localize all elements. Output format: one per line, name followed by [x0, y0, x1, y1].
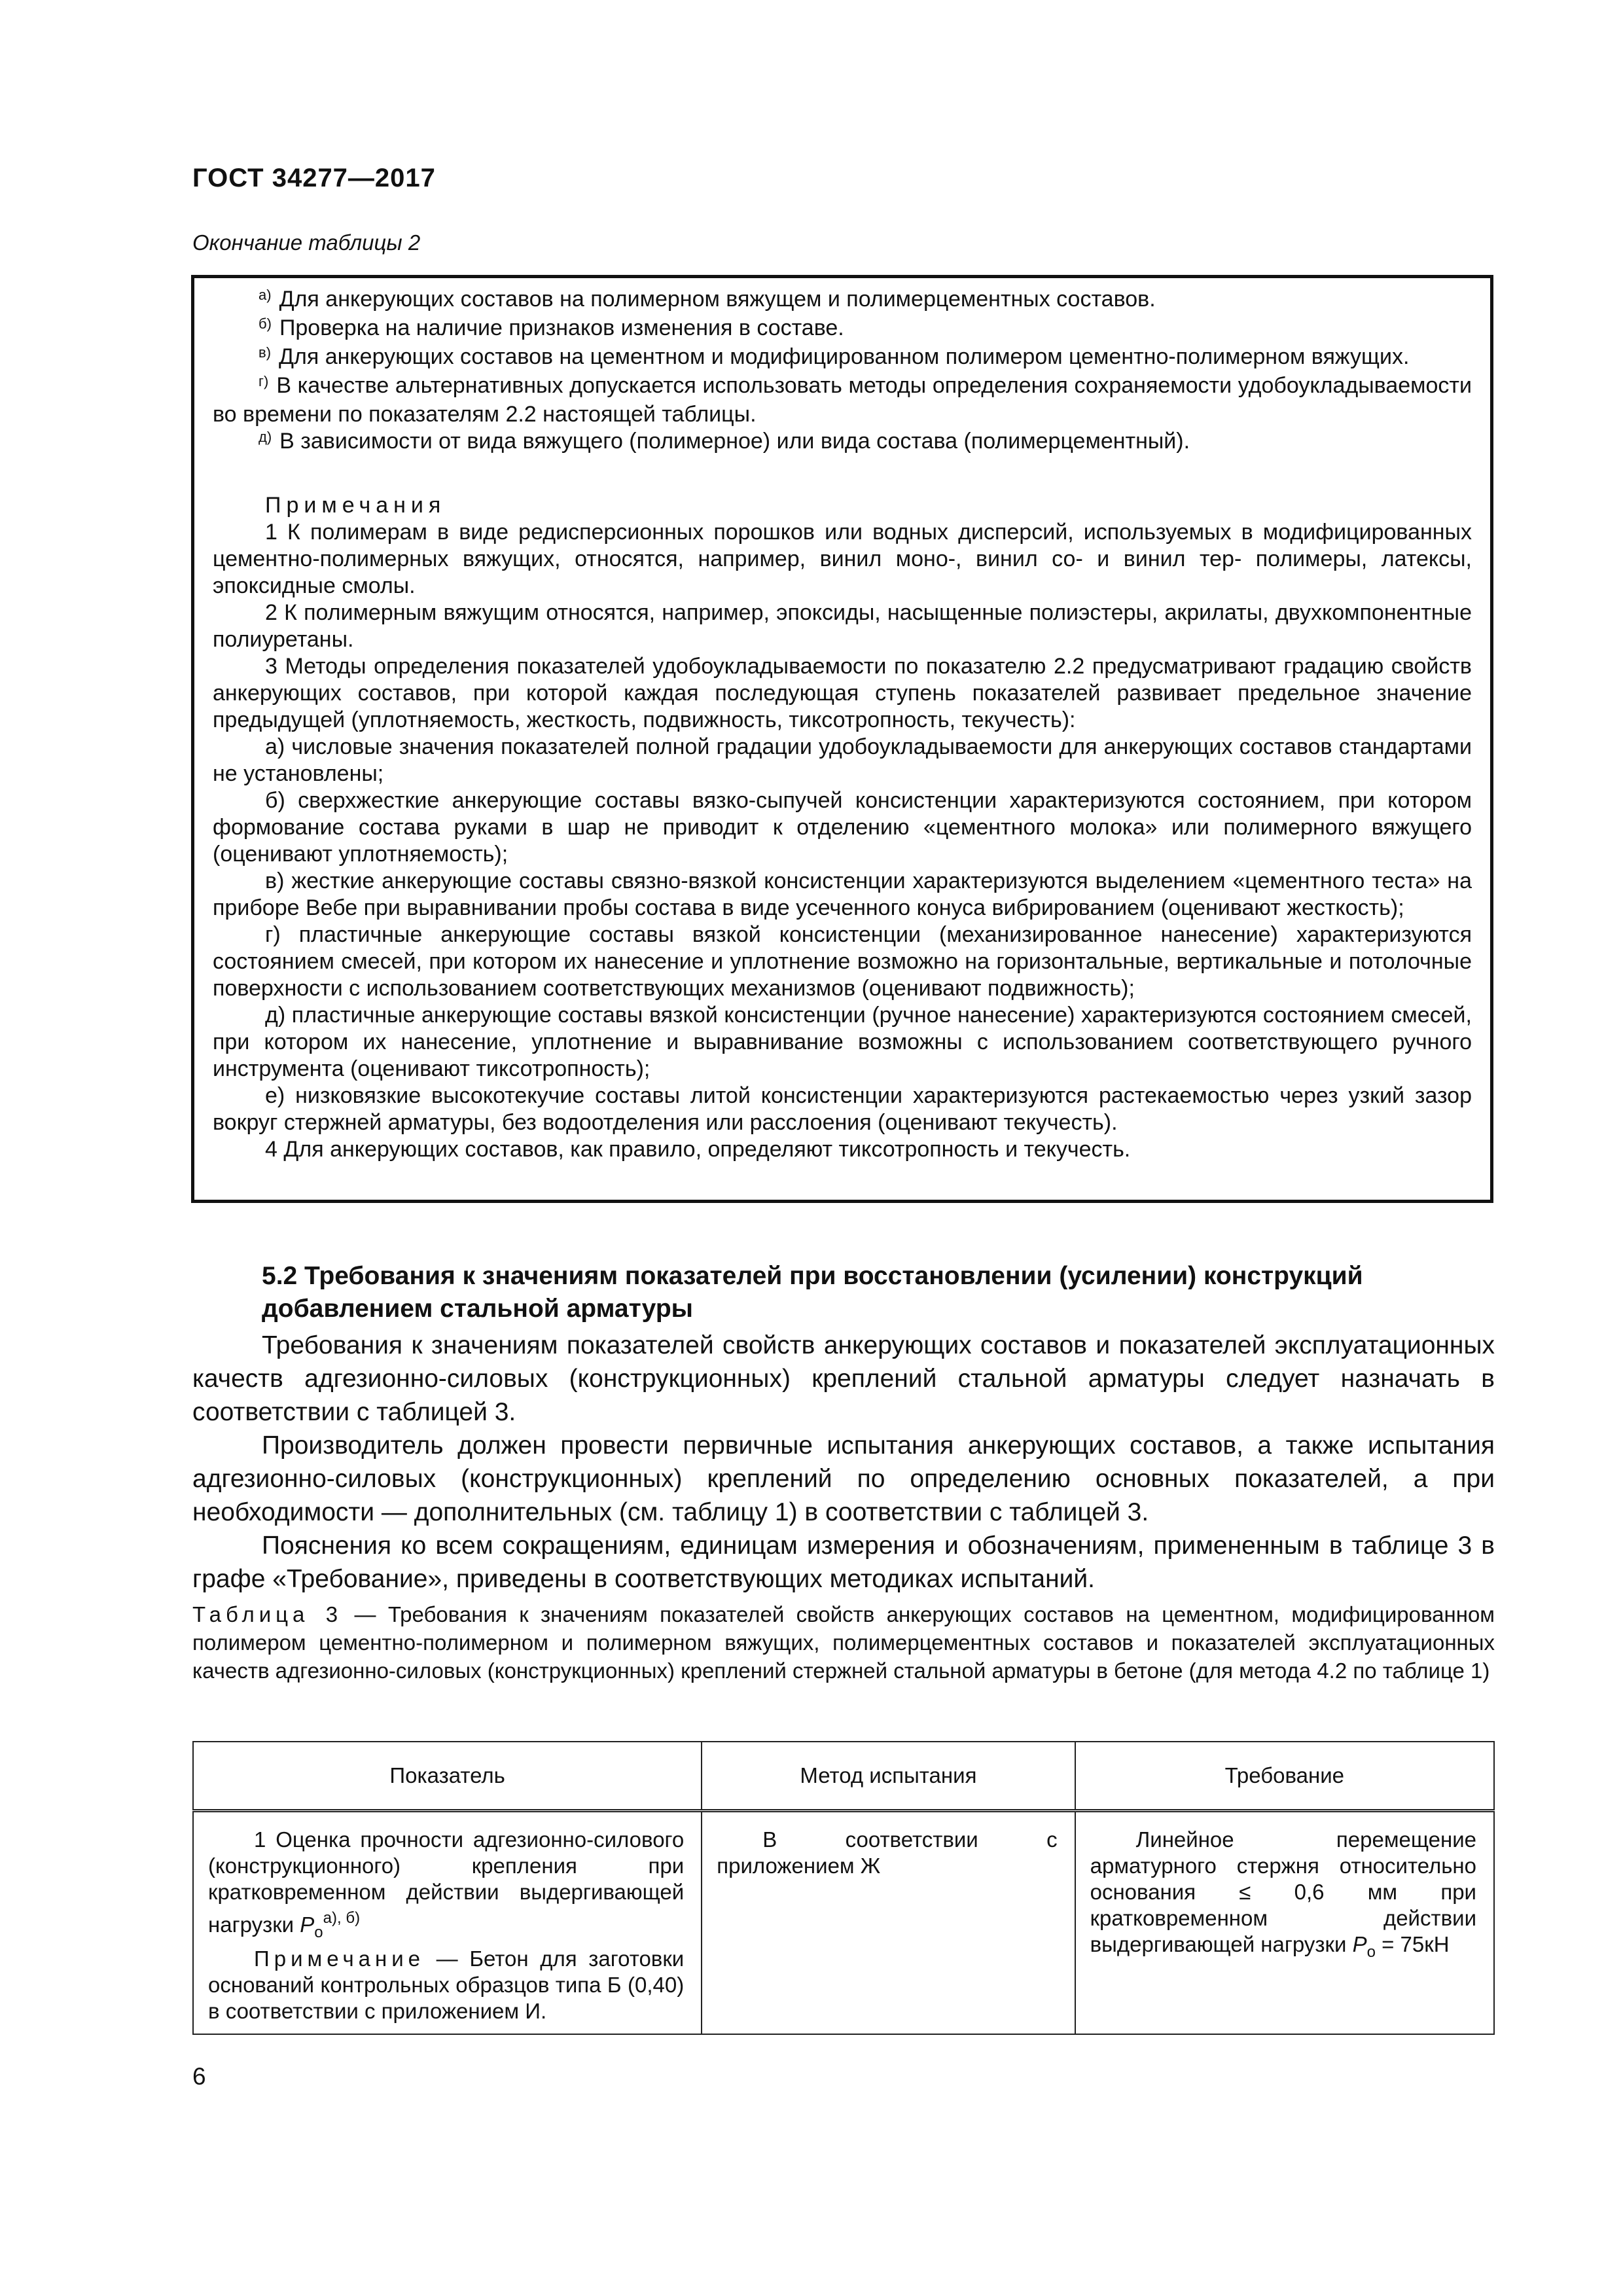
- note-paragraph: а) числовые значения показателей полной градации удобоукладываемости для анкерующих составов стандартами не установлены;: [213, 734, 1472, 786]
- footnote: [213, 286, 1472, 315]
- footnote-text: В качестве альтернативных допускается использовать методы определения сохраняемости удобоукладываемости во времени по показателям 2.2 настоящей таблицы.: [213, 373, 1472, 427]
- note-paragraph: е) низковязкие высокотекучие составы литой консистенции характеризуются растекаемостью через узкий зазор вокруг стержней арматуры, без водоотделения или расслоения (оценивают текучесть).: [213, 1083, 1472, 1135]
- section-heading: 5.2 Требования к значениям показателей при восстановлении (усилении) конструкций добавлением стальной арматуры: [262, 1262, 1363, 1323]
- document-code: ГОСТ 34277—2017: [192, 164, 436, 192]
- footnote-mark: б): [259, 315, 272, 332]
- method-text: В соответствии с приложением Ж: [717, 1827, 1058, 1878]
- load-subscript: о: [1366, 1943, 1376, 1961]
- footnote-text: Проверка на наличие признаков изменения в составе.: [279, 315, 844, 340]
- load-symbol: P: [1352, 1932, 1367, 1956]
- indicator-text: [208, 1827, 684, 1946]
- note-paragraph: в) жесткие анкерующие составы связно-вязкой консистенции характеризуются выделением «цементного теста» на приборе Вебе при выравнивании пробы состава в виде усеченного конуса вибрированием (оценивают жесткость);: [213, 869, 1472, 920]
- table3-caption: [192, 1600, 1495, 1685]
- note-label: Примечание: [254, 1946, 425, 1971]
- table-row: [193, 1811, 1494, 2035]
- footnote: [213, 344, 1472, 372]
- indicator-description: 1 Оценка прочности адгезионно-силового (конструкционного) крепления при кратковременном действии выдергивающей нагрузки: [208, 1827, 685, 1937]
- section-body: [192, 1329, 1495, 1596]
- column-header: Требование: [1075, 1742, 1494, 1811]
- requirement-value: = 75кН: [1375, 1932, 1450, 1956]
- page-number: 6: [192, 2063, 206, 2090]
- note-paragraph: г) пластичные анкерующие составы вязкой консистенции (механизированное нанесение) характеризуются состоянием смесей, при котором их нанесение и уплотнение возможно на горизонтальные, вертикальные и потолочные поверхности с использованием соответствующих механизмов (оценивают подвижность);: [213, 922, 1472, 1001]
- requirement-description: Линейное перемещение арматурного стержня относительно основания ≤ 0,6 мм при кратковременном действии выдергивающей нагрузки: [1090, 1827, 1476, 1956]
- footnote: [213, 372, 1472, 428]
- requirement-text: [1090, 1827, 1476, 1965]
- body-paragraph: Производитель должен провести первичные испытания анкерующих составов, а также испытания адгезионно-силовых (конструкционных) креплений по определению основных показателей, а при необходимости — дополнительных (см. таблицу 1) в соответствии с таблицей 3.: [192, 1431, 1495, 1526]
- footnote-text: Для анкерующих составов на цементном и модифицированном полимером цементно-полимерном вяжущих.: [279, 344, 1410, 369]
- notes-title: Примечания: [265, 493, 446, 518]
- table3: [192, 1741, 1495, 2035]
- footnote: [213, 428, 1472, 457]
- column-header: Метод испытания: [702, 1742, 1075, 1811]
- note-paragraph: 3 Методы определения показателей удобоукладываемости по показателю 2.2 предусматривают градацию свойств анкерующих составов, при которой каждая последующая ступень показателей развивает предельное значение предыдущей (уплотняемость, жесткость, подвижность, тиксотропность, текучесть):: [213, 654, 1472, 732]
- footnote-mark: в): [259, 344, 272, 361]
- note-text: — Бетон для заготовки оснований контрольных образцов типа Б (0,40) в соответствии с приложением И.: [208, 1946, 685, 2023]
- requirement-cell: [1075, 1811, 1494, 2035]
- footnote-reference: а), б): [323, 1909, 361, 1927]
- table-header-row: [193, 1742, 1494, 1811]
- footnote-text: В зависимости от вида вяжущего (полимерное) или вида состава (полимерцементный).: [279, 429, 1190, 454]
- indicator-note: [208, 1946, 684, 2024]
- table2-footnotes-box: [191, 275, 1493, 1203]
- method-cell: [702, 1811, 1075, 2035]
- footnote-text: Для анкерующих составов на полимерном вяжущем и полимерцементных составов.: [279, 287, 1156, 312]
- table3-caption-text: — Требования к значениям показателей свойств анкерующих составов на цементном, модифицированном полимером цементно-полимерном и полимерном вяжущих, полимерцементных составов и показателей эксплуатационных качеств адгезионно-силовых (конструкционных) креплений стержней стальной арматуры в бетоне (для метода 4.2 по таблице 1): [192, 1602, 1495, 1683]
- footnote-mark: г): [259, 373, 269, 389]
- table3-caption-label: Таблица 3: [192, 1602, 343, 1626]
- note-paragraph: 1 К полимерам в виде редисперсионных порошков или водных дисперсий, используемых в модифицированных цементно-полимерных вяжущих, относятся, например, винил моно-, винил со- и винил тер- полимеры, латексы, эпоксидные смолы.: [213, 520, 1472, 598]
- load-subscript: о: [314, 1924, 323, 1941]
- indicator-cell: [193, 1811, 702, 2035]
- note-paragraph: б) сверхжесткие анкерующие составы вязко-сыпучей консистенции характеризуются состоянием, при котором формование состава руками в шар не приводит к отделению «цементного молока» или полимерного вяжущего (оценивают уплотняемость);: [213, 788, 1472, 867]
- table-continuation-caption: Окончание таблицы 2: [192, 230, 421, 255]
- note-paragraph: д) пластичные анкерующие составы вязкой консистенции (ручное нанесение) характеризуются состоянием смесей, при котором их нанесение, уплотнение и выравнивание возможны с использованием соответствующего ручного инструмента (оценивают тиксотропность);: [213, 1003, 1472, 1081]
- note-paragraph: 4 Для анкерующих составов, как правило, определяют тиксотропность и текучесть.: [265, 1137, 1131, 1162]
- body-paragraph: Пояснения ко всем сокращениям, единицам измерения и обозначениям, примененным в таблице 3 в графе «Требование», приведены в соответствующих методиках испытаний.: [192, 1532, 1495, 1593]
- footnote: [213, 315, 1472, 344]
- body-paragraph: Требования к значениям показателей свойств анкерующих составов и показателей эксплуатационных качеств адгезионно-силовых (конструкционных) креплений стальной арматуры следует назначать в соответствии с таблицей 3.: [192, 1331, 1495, 1426]
- footnote-mark: а): [259, 287, 272, 303]
- note-paragraph: 2 К полимерным вяжущим относятся, например, эпоксиды, насыщенные полиэстеры, акрилаты, двухкомпонентные полиуретаны.: [213, 600, 1472, 652]
- footnote-mark: д): [259, 429, 272, 445]
- column-header: Показатель: [193, 1742, 702, 1811]
- load-symbol: P: [300, 1912, 315, 1937]
